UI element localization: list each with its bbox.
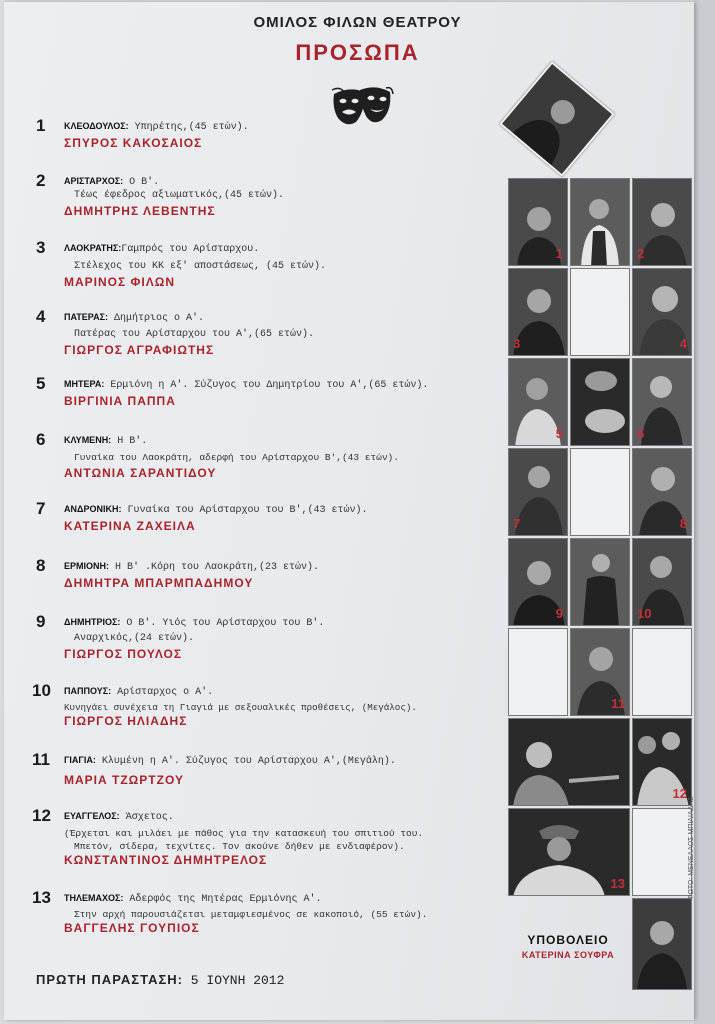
role-name: ΠΑΤΕΡΑΣ: [64, 312, 108, 322]
role-name: ΜΗΤΕΡΑ: [64, 379, 105, 389]
actor-photo [508, 448, 568, 536]
role-description: Κλυμένη η Α'. Σύζυγος του Αρίσταρχου Α',(Μεγάλη). [101, 756, 396, 767]
role-name: ΚΛΥΜΕΝΗ: [64, 435, 112, 445]
actor-photo [632, 178, 692, 266]
role-description: Ο Β'. [129, 177, 160, 188]
role-name: ΤΗΛΕΜΑΧΟΣ: [64, 893, 124, 903]
photo-tag: 3 [513, 336, 521, 351]
role-name: ΑΝΔΡΟΝΙΚΗ: [64, 504, 122, 514]
photo-tag: 9 [555, 606, 563, 621]
actor-photo [508, 808, 630, 896]
role-detail-2: Μπετόν, σίδερα, τεχνίτες. Τον ακούνε δήθεν με ενδιαφέρον). [74, 841, 405, 852]
empty-cell [508, 628, 568, 716]
club-name: ΟΜΙΛΟΣ ΦΙΛΩΝ ΘΕΑΤΡΟΥ [253, 14, 462, 31]
role-description: Γυναίκα του Αρίσταρχου του Β',(43 ετών). [127, 505, 368, 516]
photo-tag: 10 [637, 606, 652, 621]
actor-photo [570, 538, 630, 626]
photo-tag: 1 [555, 246, 563, 261]
photo-tag: 7 [513, 516, 521, 531]
role-detail: (Έρχεται και μιλάει με πάθος για την κατασκευή του σπιτιού του. [64, 828, 424, 839]
actor-photo [570, 178, 630, 266]
actor-name: ΚΑΤΕΡΙΝΑ ΖΑΧΕΙΛΑ [64, 519, 196, 533]
role-detail: Γυναίκα του Λαοκράτη, αδερφή του Αρίσταρχου Β',(43 ετών). [74, 452, 399, 463]
role-detail: Τέως έφεδρος αξιωματικός,(45 ετών). [74, 190, 285, 201]
role-name: ΓΙΑΓΙΑ: [64, 755, 96, 765]
role-name: ΚΛΕΟΔΟΥΛΟΣ: [64, 121, 129, 131]
actor-photo [508, 718, 630, 806]
cast-number: 1 [36, 116, 46, 135]
portrait-image [571, 539, 630, 626]
actor-name: ΔΗΜΗΤΡΑ ΜΠΑΡΜΠΑΔΗΜΟΥ [64, 576, 254, 590]
role-detail: Κυνηγάει συνέχεια τη Γιαγιά με σεξουαλικές προθέσεις, (Μεγάλος). [64, 702, 417, 713]
role-description: Αρίσταρχος ο Α'. [117, 687, 214, 698]
portrait-image [509, 719, 630, 806]
role-name: ΕΡΜΙΟΝΗ: [64, 561, 109, 571]
role-description: Ο Β'. Υιός του Αρίσταρχου του Β'. [126, 618, 325, 629]
actor-name: ΒΑΓΓΕΛΗΣ ΓΟΥΠΙΟΣ [64, 921, 200, 935]
empty-cell [632, 628, 692, 716]
cast-number: 6 [36, 430, 46, 449]
actor-name: ΚΩΝΣΤΑΝΤΙΝΟΣ ΔΗΜΗΤΡΕΛΟΣ [64, 853, 268, 867]
actor-photo [570, 358, 630, 446]
cast-number: 11 [32, 750, 50, 769]
portrait-image [633, 899, 691, 989]
actor-name: ΓΙΩΡΓΟΣ ΑΓΡΑΦΙΩΤΗΣ [64, 343, 215, 357]
role-description: Δημήτριος ο Α'. [114, 313, 205, 324]
premiere-date: 5 ΙΟΥΝΗ 2012 [190, 973, 285, 988]
empty-cell [570, 448, 630, 536]
role-detail: Αναρχικός,(24 ετών). [74, 633, 195, 644]
cast-number: 9 [36, 612, 46, 631]
actor-photo [632, 538, 692, 626]
actor-name: ΜΑΡΙΝΟΣ ΦΙΛΩΝ [64, 275, 176, 289]
cast-number: 4 [36, 307, 46, 326]
cast-number: 10 [32, 681, 51, 700]
empty-cell [632, 808, 692, 896]
role-description: Η Β'. [117, 436, 148, 447]
photo-tag: 6 [637, 426, 645, 441]
prompter-name: ΚΑΤΕΡΙΝΑ ΣΟΥΦΡΑ [521, 950, 615, 960]
cast-number: 5 [36, 374, 46, 393]
role-name: ΛΑΟΚΡΑΤΗΣ: [64, 243, 122, 253]
actor-name: ΣΠΥΡΟΣ ΚΑΚΟΣΑΙΟΣ [64, 136, 203, 150]
page-title: ΠΡΟΣΩΠΑ [295, 40, 420, 65]
photo-tag: 4 [679, 336, 687, 351]
role-description: Η Β' .Κόρη του Λαοκράτη,(23 ετών). [115, 562, 320, 573]
actor-photo [632, 448, 692, 536]
actor-name: ΓΙΩΡΓΟΣ ΠΟΥΛΟΣ [64, 647, 183, 661]
cast-number: 2 [36, 171, 46, 190]
prompter-photo [632, 898, 692, 990]
cast-number: 12 [32, 806, 51, 825]
actor-photo [632, 718, 692, 806]
actor-name: ΓΙΩΡΓΟΣ ΗΛΙΑΔΗΣ [64, 714, 188, 728]
role-name: ΔΗΜΗΤΡΙΟΣ: [64, 617, 121, 627]
premiere-label: ΠΡΩΤΗ ΠΑΡΑΣΤΑΣΗ: [36, 972, 183, 987]
role-description: Γαμπρός του Αρίσταρχου. [121, 244, 260, 255]
role-name: ΕΥΑΓΓΕΛΟΣ: [64, 811, 120, 821]
actor-name: ΜΑΡΙΑ ΤΖΩΡΤΖΟΥ [64, 773, 184, 787]
empty-cell [570, 268, 630, 356]
actor-name: ΑΝΤΩΝΙΑ ΣΑΡΑΝΤΙΔΟΥ [64, 466, 217, 480]
actor-name: ΔΗΜΗΤΡΗΣ ΛΕΒΕΝΤΗΣ [64, 204, 216, 218]
prompter-label: ΥΠΟΒΟΛΕΙΟ [527, 933, 609, 947]
cast-number: 3 [36, 238, 46, 257]
actor-photo [570, 628, 630, 716]
cast-number: 8 [36, 556, 46, 575]
photo-credit: ΦΩΤΟ: ΜΕΝΕΛΑΟΣ ΜΠΙΛΙΑΔΗΣ [688, 796, 695, 900]
actor-photo [508, 538, 568, 626]
photo-tag: 11 [611, 696, 625, 711]
actor-photo [508, 268, 568, 356]
role-name: ΠΑΠΠΟΥΣ: [64, 686, 112, 696]
actor-photo [508, 178, 568, 266]
photo-tag: 2 [637, 246, 645, 261]
actor-name: ΒΙΡΓΙΝΙΑ ΠΑΠΠΑ [64, 394, 176, 408]
actor-photo [508, 358, 568, 446]
role-detail: Πατέρας του Αρίσταρχου του Α',(65 ετών). [74, 329, 315, 340]
photo-tag: 5 [555, 426, 563, 441]
role-description: Ερμιόνη η Α'. Σύζυγος του Δημητρίου του Α',(65 ετών). [110, 380, 429, 391]
cast-number: 7 [36, 499, 46, 518]
photo-tag: 13 [610, 876, 625, 891]
role-description: Άσχετος. [125, 812, 174, 823]
role-description: Αδερφός της Μητέρας Ερμιόνης Α'. [129, 894, 322, 905]
role-detail: Στην αρχή παρουσιάζεται μεταμφιεσμένος σε κακοποιό, (55 ετών). [74, 909, 428, 920]
photo-tag: 8 [679, 516, 687, 531]
role-description: Υπηρέτης,(45 ετών). [134, 122, 249, 133]
photo-tag: 12 [672, 786, 687, 801]
portrait-image [571, 359, 630, 446]
actor-photo [632, 358, 692, 446]
premiere-line [36, 972, 284, 988]
cast-number: 13 [32, 888, 51, 907]
portrait-image [571, 179, 630, 266]
actor-photo [632, 268, 692, 356]
role-name: ΑΡΙΣΤΑΡΧΟΣ: [64, 176, 124, 186]
role-detail: Στέλεχος του ΚΚ εξ' αποστάσεως, (45 ετών). [74, 261, 327, 272]
